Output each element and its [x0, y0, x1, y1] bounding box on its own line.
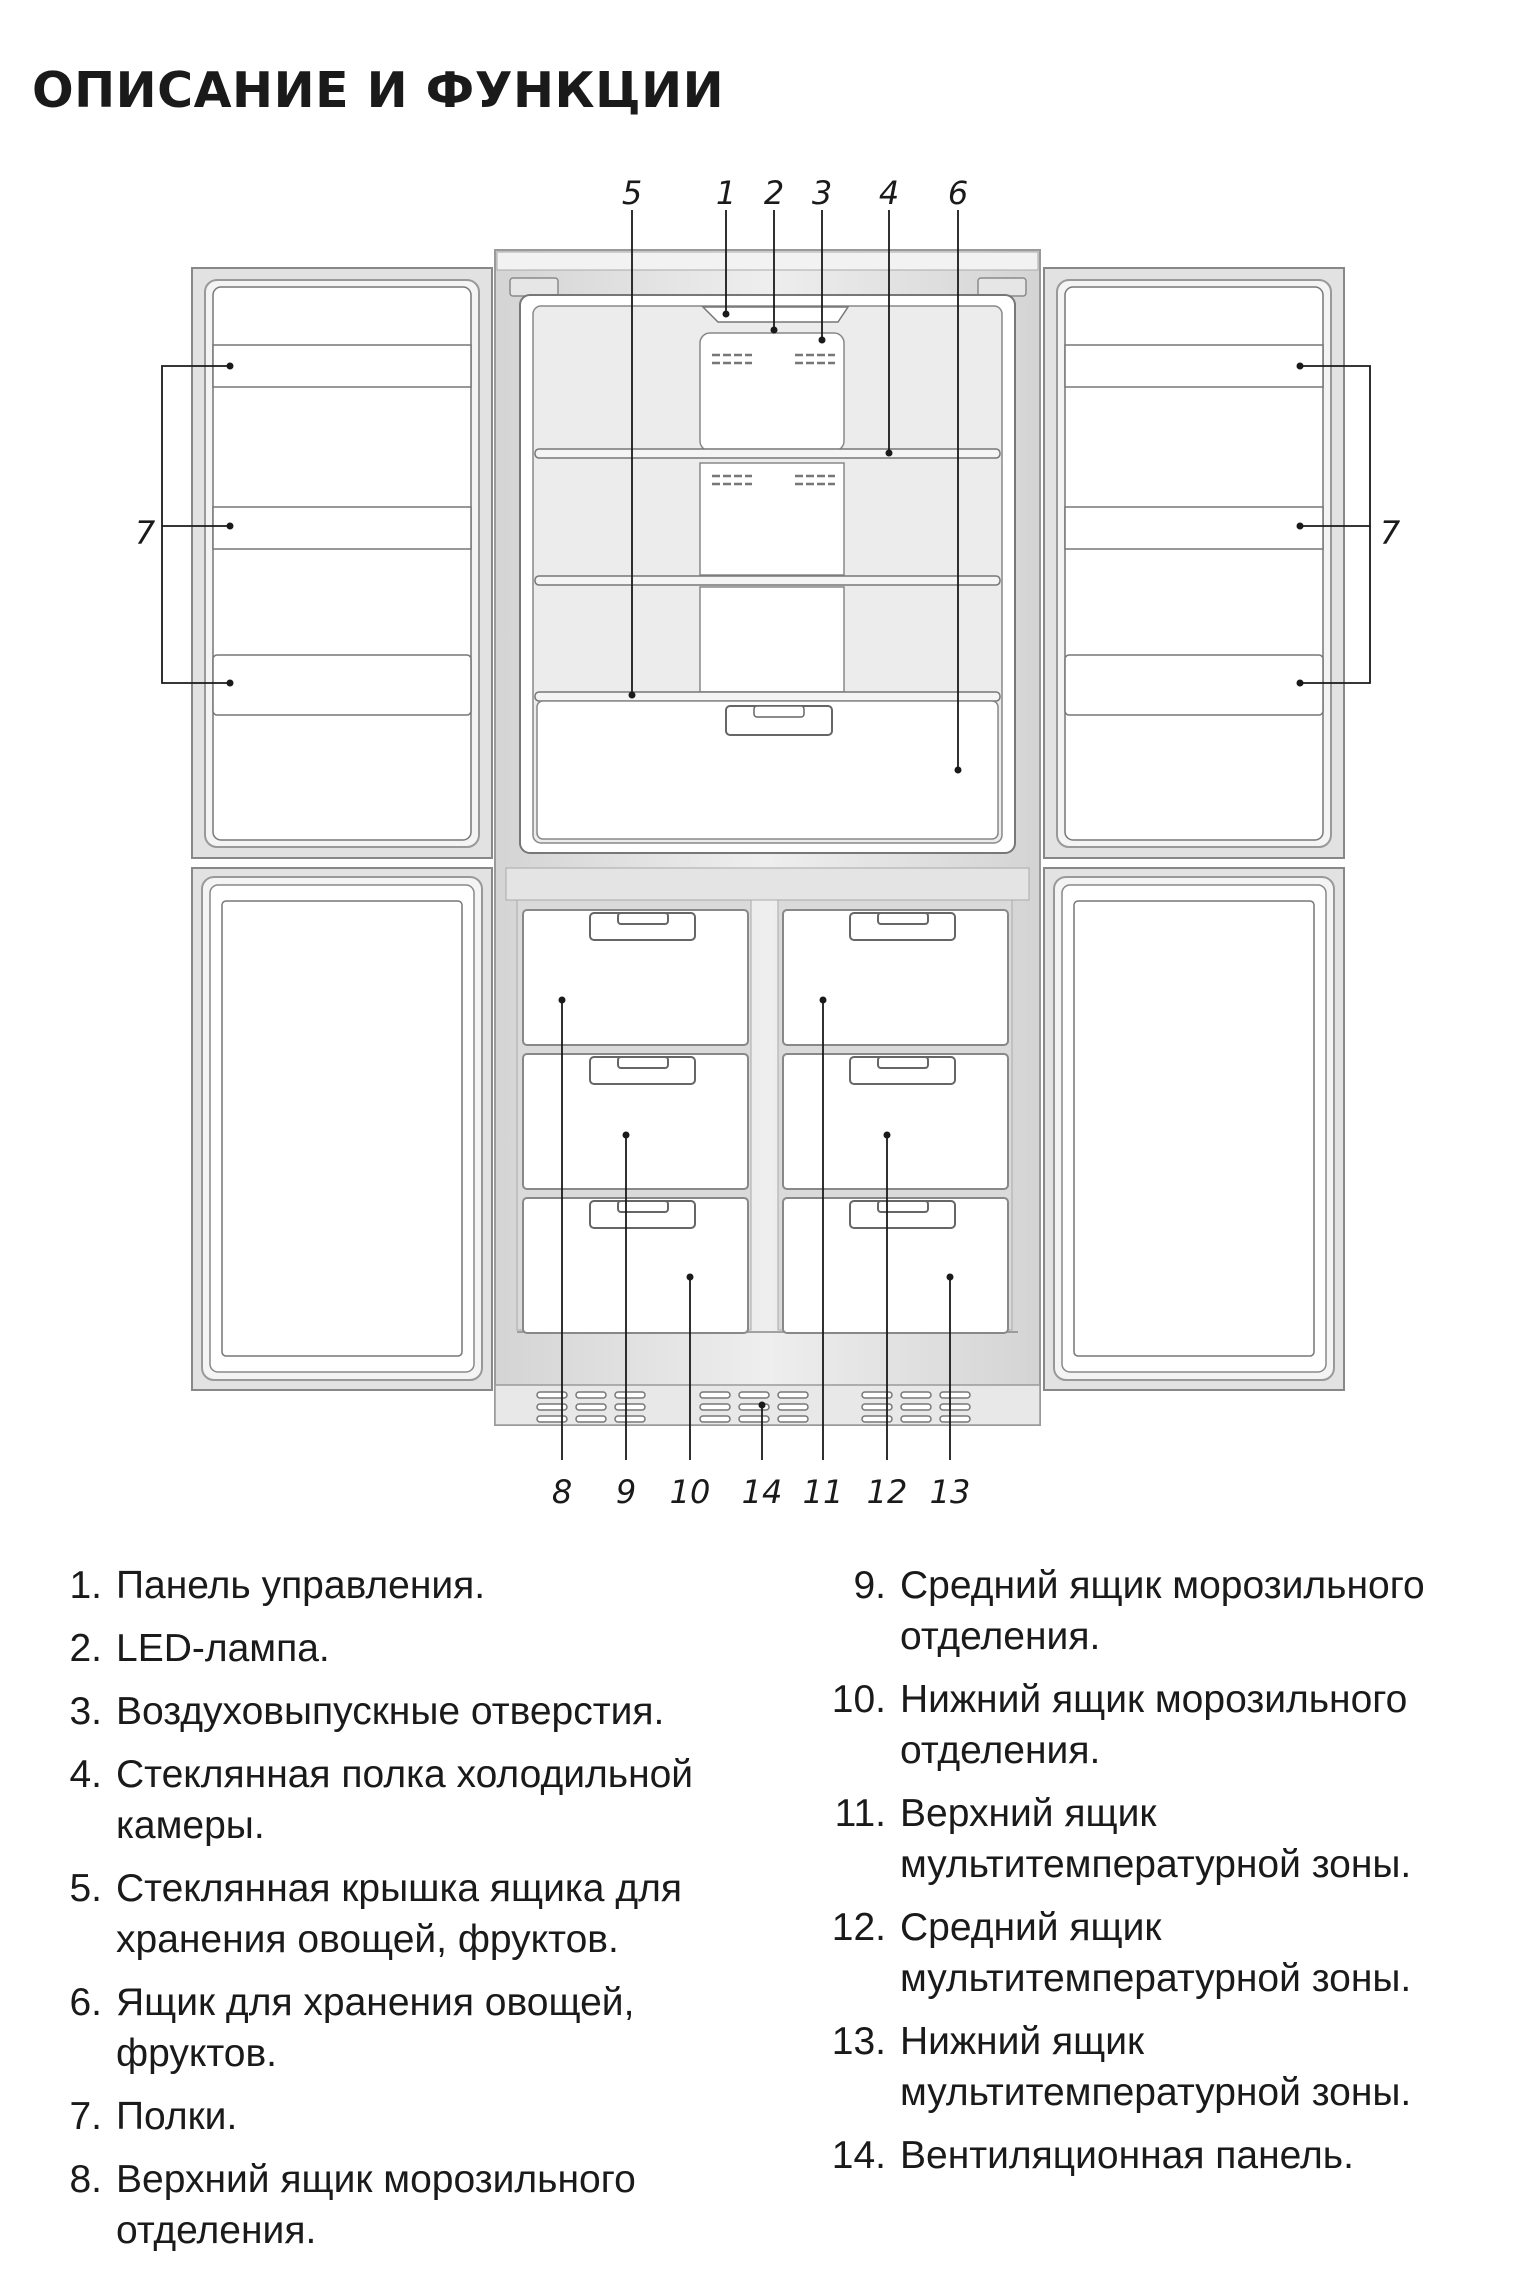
right-upper-door [1044, 268, 1344, 858]
left-lower-door [192, 868, 492, 1390]
legend-item-number: 9. [853, 1564, 886, 1607]
legend-item-number: 6. [69, 1981, 102, 2024]
legend-item-text: Вентиляционная панель. [900, 2134, 1354, 2177]
legend-list-right [820, 1560, 1520, 2193]
ventilation-slots [537, 1392, 970, 1422]
legend-item-text: Воздуховыпускные отверстия. [116, 1690, 665, 1733]
callout-5: 5 [621, 174, 643, 212]
legend-item-text: Верхний ящик морозильного отделения. [116, 2158, 636, 2252]
legend-item [820, 1902, 1520, 2004]
door-shelf [213, 345, 471, 387]
legend-item-number: 1. [69, 1564, 102, 1607]
legend-item [64, 2154, 804, 2256]
glass-shelf [535, 449, 1000, 458]
callout-7-left: 7 [134, 514, 156, 552]
legend-item-text: Ящик для хранения овощей, фруктов. [116, 1981, 635, 2075]
legend-item-text: Нижний ящик мультитемпературной зоны. [900, 2020, 1412, 2114]
callout-6: 6 [947, 174, 969, 212]
page-title: ОПИСАНИЕ И ФУНКЦИИ [32, 62, 725, 119]
legend-item-number: 2. [69, 1627, 102, 1670]
legend-item [820, 1674, 1520, 1776]
legend-item-text: Стеклянная крышка ящика для хранения овощей, фруктов. [116, 1867, 682, 1961]
callout-4: 4 [878, 174, 900, 212]
legend-item [64, 1623, 804, 1674]
callout-9: 9 [615, 1473, 637, 1511]
callout-12: 12 [866, 1473, 908, 1511]
legend-item-text: Средний ящик мультитемпературной зоны. [900, 1906, 1412, 2000]
legend-item-number: 10. [831, 1678, 886, 1721]
callout-2: 2 [763, 174, 785, 212]
legend-item [64, 1560, 804, 1611]
legend-item-number: 12. [831, 1906, 886, 1949]
legend-item-number: 4. [69, 1753, 102, 1796]
legend-item [820, 2016, 1520, 2118]
legend-item [820, 2130, 1520, 2181]
callout-8: 8 [551, 1473, 573, 1511]
door-shelf [213, 507, 471, 549]
legend-item-text: Верхний ящик мультитемпературной зоны. [900, 1792, 1412, 1886]
crisper-glass-cover [535, 692, 1000, 701]
legend-item-number: 13. [831, 2020, 886, 2063]
door-shelf [213, 655, 471, 715]
legend-item-text: Полки. [116, 2095, 238, 2138]
legend-item [64, 1686, 804, 1737]
legend-list-left [64, 1560, 804, 2268]
left-upper-door [192, 268, 492, 858]
legend-item [64, 1977, 804, 2079]
legend-item [64, 1749, 804, 1851]
door-shelf [1065, 345, 1323, 387]
legend-item-text: Нижний ящик морозильного отделения. [900, 1678, 1408, 1772]
door-shelf [1065, 655, 1323, 715]
legend-item-text: Средний ящик морозильного отделения. [900, 1564, 1425, 1658]
legend-item-text: Стеклянная полка холодильной камеры. [116, 1753, 694, 1847]
callout-1: 1 [715, 174, 737, 212]
legend-item [820, 1560, 1520, 1662]
callout-13: 13 [929, 1473, 971, 1511]
door-shelf [1065, 507, 1323, 549]
air-duct-panel [700, 333, 844, 451]
legend-item [64, 2091, 804, 2142]
right-lower-door [1044, 868, 1344, 1390]
callout-11: 11 [802, 1473, 844, 1511]
legend-item-number: 11. [834, 1792, 886, 1835]
legend-item-number: 5. [69, 1867, 102, 1910]
legend-item-text: Панель управления. [116, 1564, 486, 1607]
callout-10: 10 [669, 1473, 711, 1511]
legend-item [820, 1788, 1520, 1890]
legend-item-number: 14. [831, 2134, 886, 2177]
legend-item-number: 3. [69, 1690, 102, 1733]
legend-item-number: 7. [69, 2095, 102, 2138]
callout-7-right: 7 [1379, 514, 1401, 552]
legend-item-text: LED-лампа. [116, 1627, 330, 1670]
callout-3: 3 [811, 174, 833, 212]
glass-shelf [535, 576, 1000, 585]
legend-item [64, 1863, 804, 1965]
legend-item-number: 8. [69, 2158, 102, 2201]
callout-14: 14 [741, 1473, 783, 1511]
